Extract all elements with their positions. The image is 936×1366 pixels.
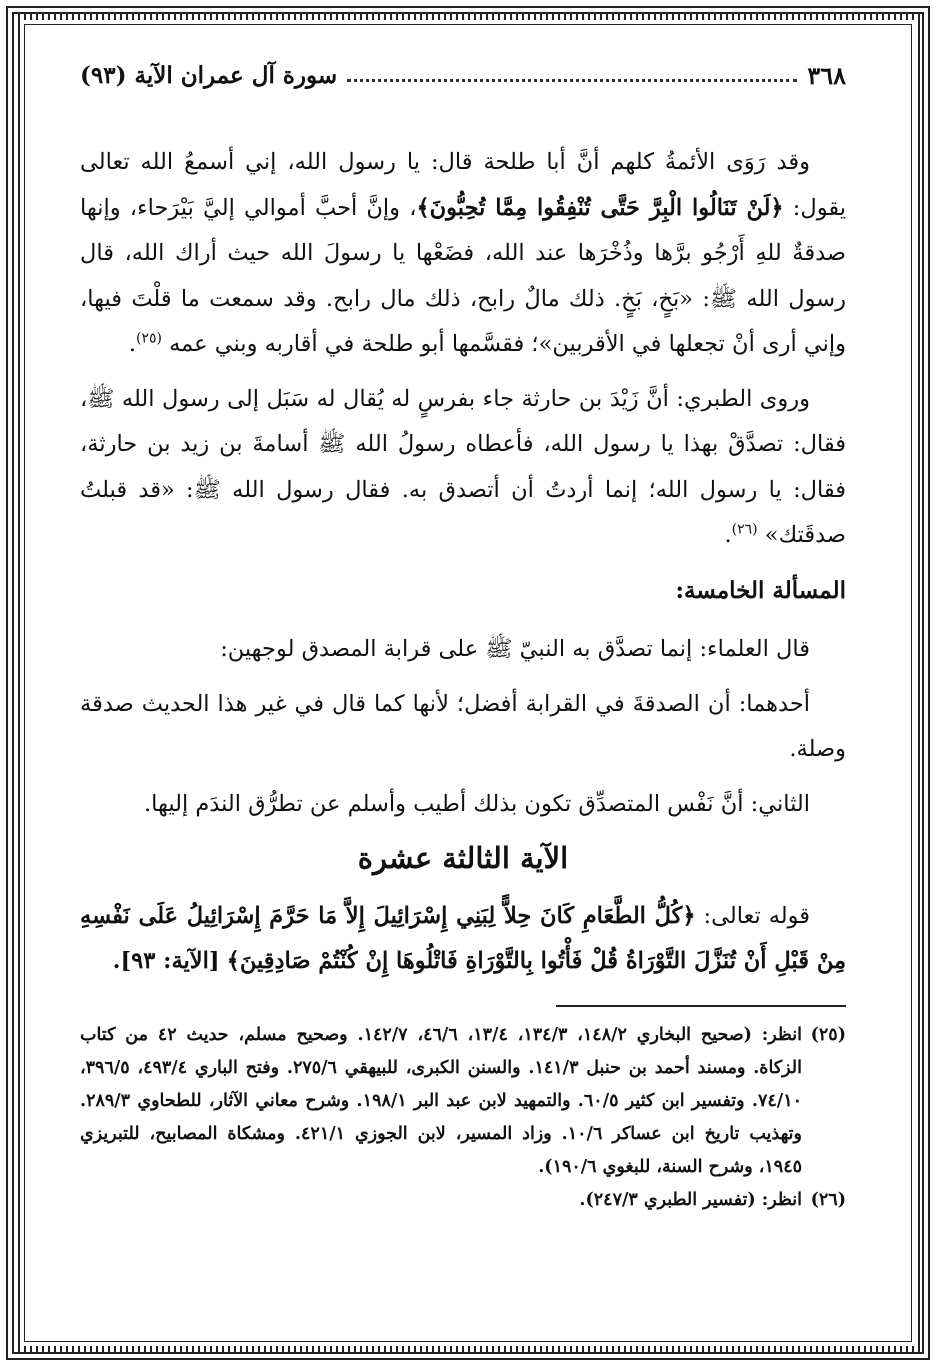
quran-verse-2: ﴿كُلُّ الطَّعَامِ كَانَ حِلاًّ لِبَنِي إِسْرَائِيلَ إِلاَّ مَا حَرَّمَ إِسْرَائِيلُ عَلَى نَفْسِهِ مِنْ قَبْلِ أَنْ تُنَزَّلَ التَّوْرَاةُ قُلْ فَأْتُوا بِالتَّوْرَاةِ فَاتْلُوهَا إِنْ كُنْتُمْ صَادِقِينَ﴾ xyxy=(80,902,846,974)
footnote-ref-25: (٢٥) xyxy=(135,330,162,347)
footnote-25 xyxy=(80,1019,846,1184)
paragraph-2-body: وروى الطبري: أنَّ زَيْدَ بن حارثة جاء بفرسٍ له يُقال له سَبَل إلى رسول الله ﷺ، فقال: تصدَّقْ بهذا يا رسول الله، فأعطاه رسولُ الله ﷺ أسامةَ بن زيد بن حارثة، فقال: يا رسول الله؛ إنما أردتُ أن أتصدق به. فقال رسول الله ﷺ: «قد قبلتُ صدقَتك» xyxy=(80,385,846,548)
header-dots xyxy=(347,79,797,82)
footnote-text: انظر: (تفسير الطبري ٢٤٧/٣). xyxy=(579,1189,802,1210)
quran-verse-1: ﴿لَنْ تَنَالُوا الْبِرَّ حَتَّى تُنْفِقُوا مِمَّا تُحِبُّونَ﴾ xyxy=(416,194,784,221)
footnote-text: انظر: (صحيح البخاري ١٤٨/٢، ١٣٤/٣، ١٣/٤، ٤٦/٦، ١٤٢/٧. وصحيح مسلم، حديث ٤٢ من كتاب الزكاة. ومسند أحمد بن حنبل ١٤١/٣. والسنن الكبرى، للبيهقي ٢٧٥/٦. وفتح الباري ٤٩٣/٤، ٣٩٦/٥، ٧٤/١٠. وتفسير ابن كثير ٦٠/٥. والتمهيد لابن عبد البر ١٩٨/١. وشرح معاني الآثار، للطحاوي ٢٨٩/٣. وتهذيب تاريخ ابن عساكر ١٠/٦. وزاد المسير، لابن الجوزي ٤٢١/١. ومشكاة المصابيح، للتبريزي ١٩٤٥، وشرح السنة، للبغوي ١٩٠/٦). xyxy=(80,1024,802,1177)
verse-reference: [الآية: ٩٣]. xyxy=(112,948,220,974)
paragraph-5: الثاني: أنَّ نَفْس المتصدِّق تكون بذلك أطيب وأسلم عن تطرُّق الندَم إليها. xyxy=(143,790,810,817)
paragraph-2 xyxy=(80,377,846,559)
section-title: المسألة الخامسة: xyxy=(675,576,846,604)
footnote-number: (٢٥) xyxy=(810,1024,846,1045)
page-header xyxy=(80,50,846,100)
footnote-ref-26: (٢٦) xyxy=(731,521,758,538)
footnotes xyxy=(80,1019,846,1217)
paragraph-2-end: . xyxy=(724,522,732,548)
paragraph-6 xyxy=(80,894,846,985)
paragraph-3: قال العلماء: إنما تصدَّق به النبيّ ﷺ على قرابة المصدق لوجهين: xyxy=(220,636,810,662)
paragraph-6-intro: قوله تعالى: xyxy=(703,902,810,929)
paragraph-1-end: . xyxy=(128,331,136,357)
verse-heading: الآية الثالثة عشرة xyxy=(357,841,569,875)
paragraph-1-body: ، وإنَّ أحبَّ أموالي إليَّ بَيْرَحاء، وإنها صدقةٌ للهِ أَرْجُو برَّها وذُخْرَها عند الله، فضَعْها يا رسولَ الله حيث أراك الله، قال رسول الله ﷺ: «بَخٍ، بَخٍ. ذلك مالٌ رابح، ذلك مال رابح. وقد سمعت ما قلْتَ فيها، وإني أرى أنْ تجعلها في الأقربين»؛ فقسَّمها أبو طلحة في أقاربه وبني عمه xyxy=(80,194,846,357)
main-text xyxy=(80,140,846,985)
paragraph-1-intro: وقد رَوَى الأئمةُ كلهم أنَّ أبا طلحة قال: يا رسول الله، إني أسمعُ الله تعالى يقول: xyxy=(80,149,846,221)
paragraph-1 xyxy=(80,140,846,368)
book-page xyxy=(80,50,846,1326)
paragraph-4: أحدهما: أن الصدقةَ في القرابة أفضل؛ لأنها كما قال في غير هذا الحديث صدقة وصلة. xyxy=(80,690,846,762)
running-title: سورة آل عمران الآية (٩٣) xyxy=(80,61,338,89)
footnote-number: (٢٦) xyxy=(810,1189,846,1210)
footnote-divider xyxy=(556,1005,846,1007)
footnote-26 xyxy=(80,1184,846,1217)
page-number: ٣٦٨ xyxy=(807,60,846,90)
